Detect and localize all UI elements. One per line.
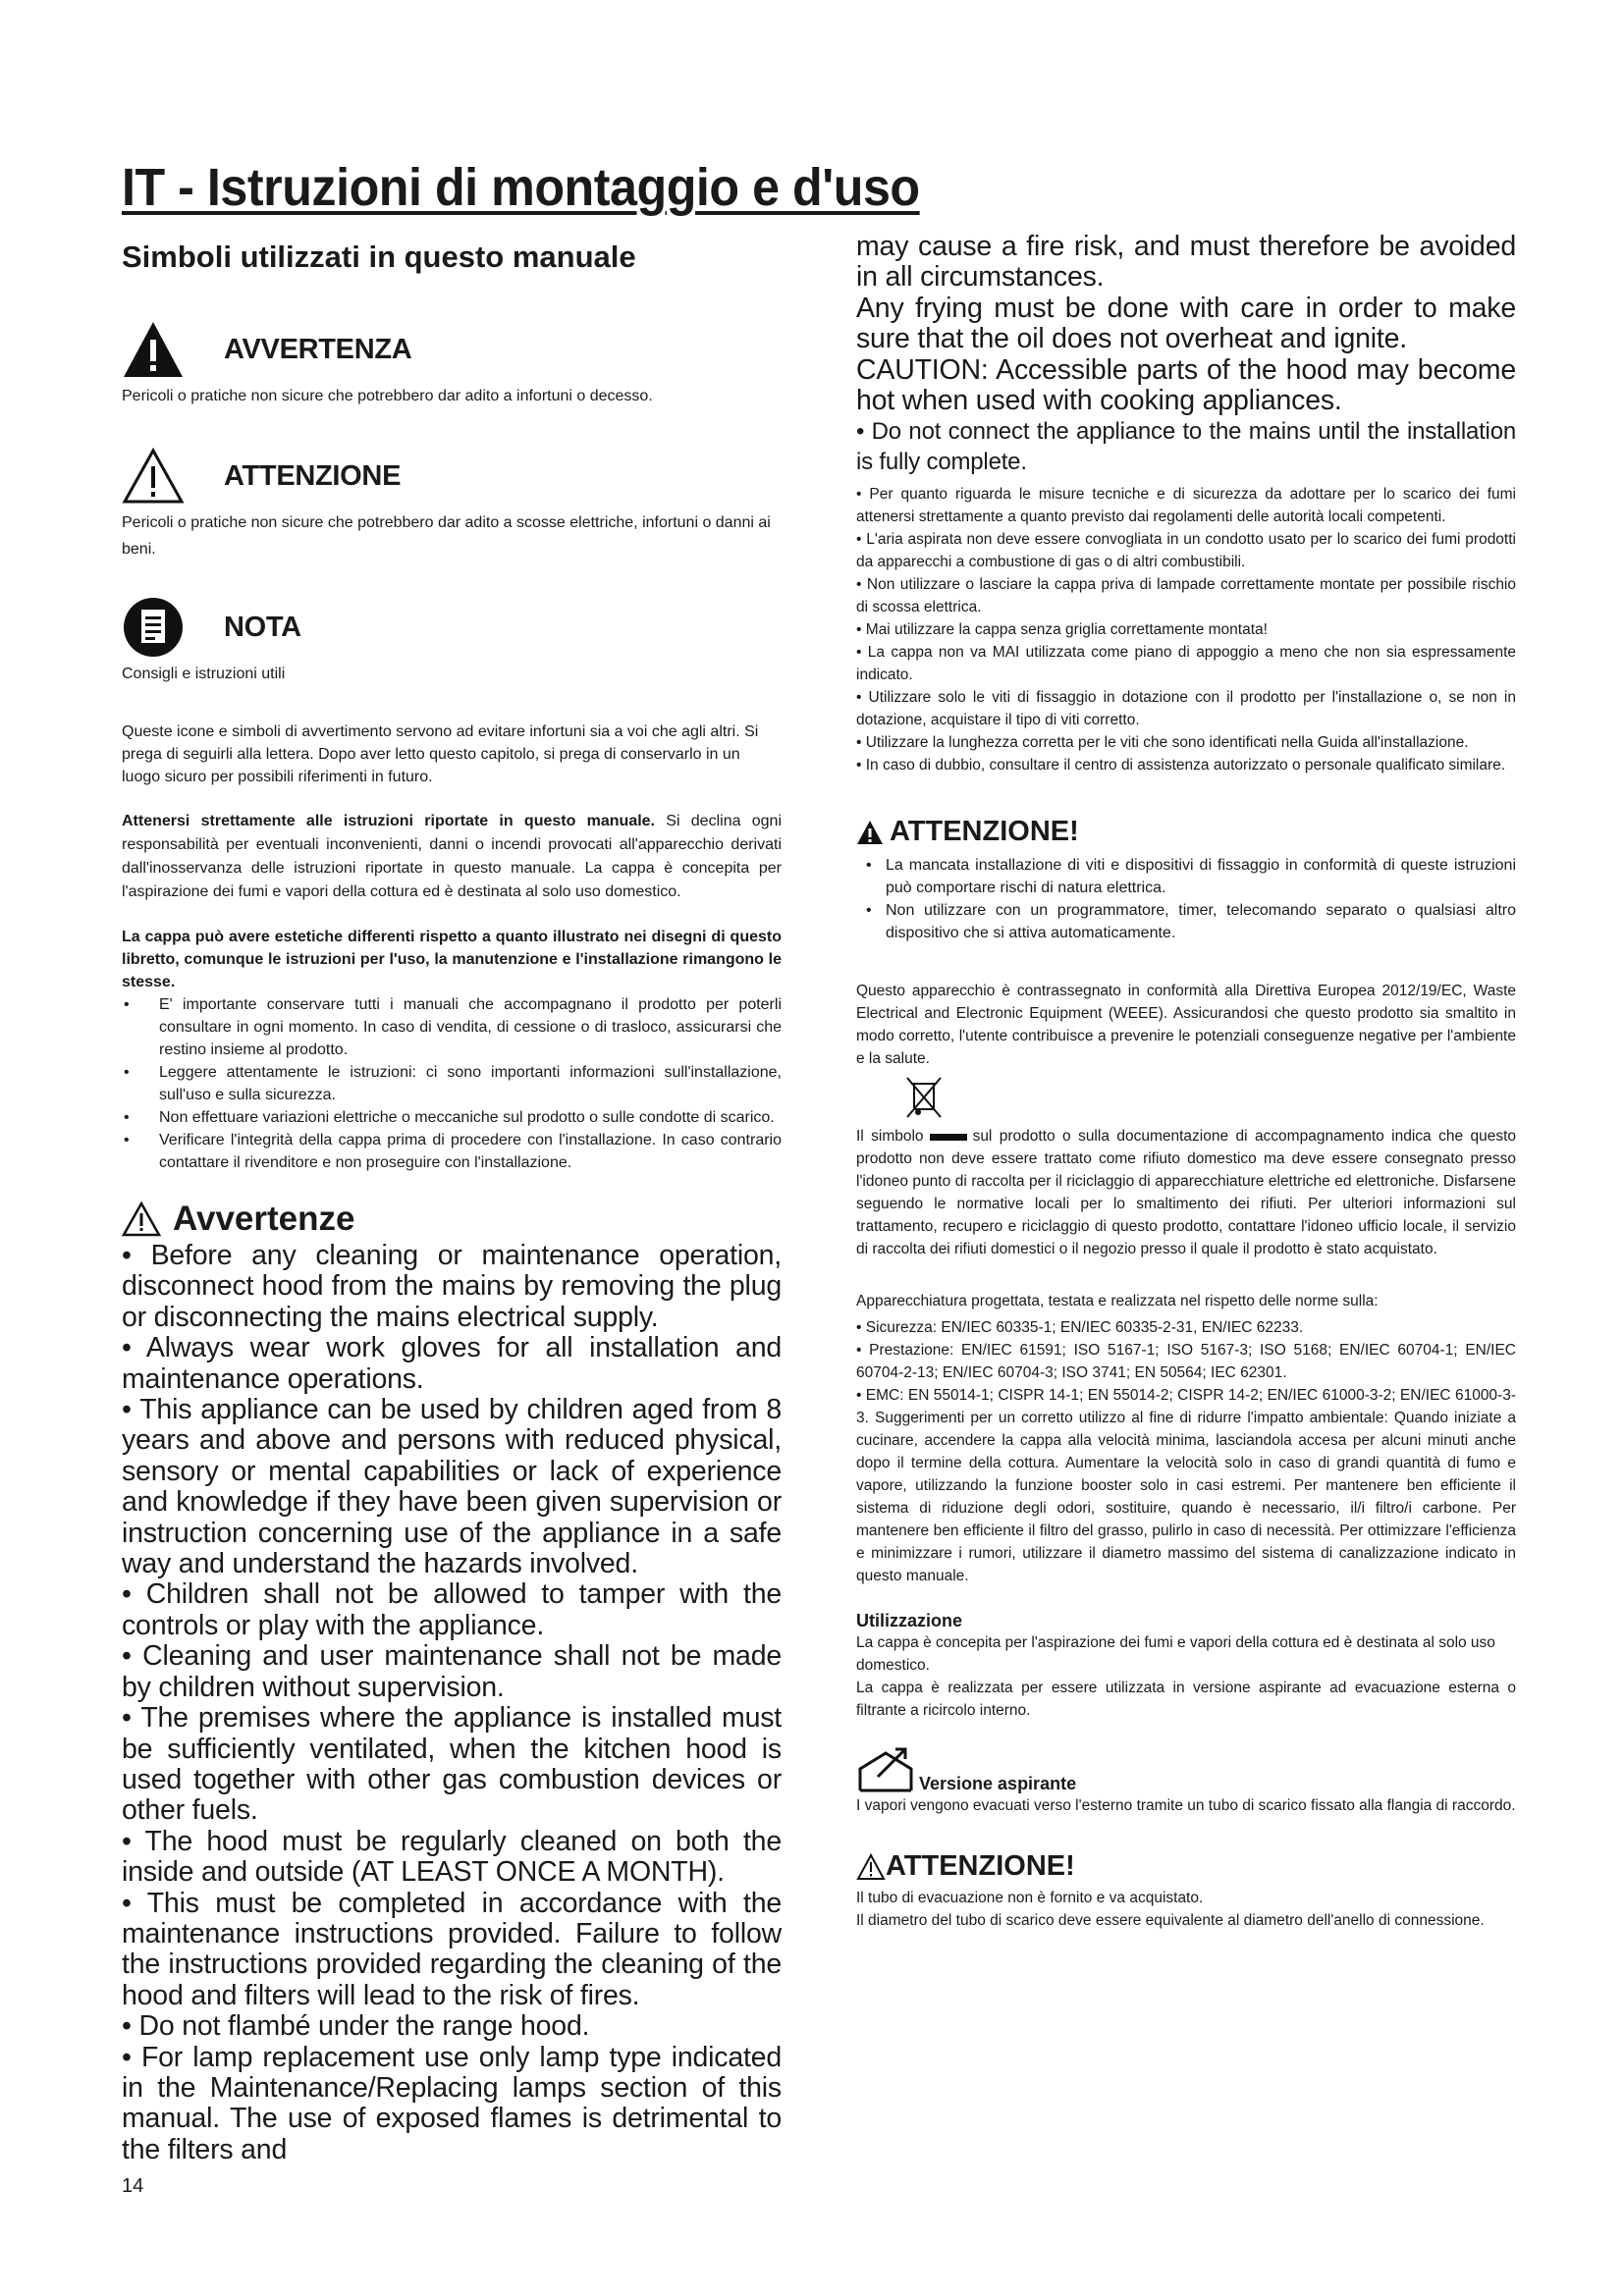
aesthetic-bold: La cappa può avere estetiche differenti rispetto a quanto illustrato nei disegni di questo libretto, comunque le istruzioni per l'uso, la manutenzione e l'installazione rimangono le stesse. bbox=[122, 929, 782, 990]
right-small-bullets bbox=[856, 483, 1516, 776]
list-item: • Mai utilizzare la cappa senza griglia correttamente montata! bbox=[856, 621, 1268, 639]
list-item: • La cappa non va MAI utilizzata come piano di appoggio a meno che non sia espressamente indicato. bbox=[856, 644, 1516, 684]
bar-symbol bbox=[930, 1134, 967, 1141]
norm-item: • Sicurezza: EN/IEC 60335-1; EN/IEC 60335-2-31, EN/IEC 62233. bbox=[856, 1319, 1304, 1337]
attenzione-heading-1 bbox=[856, 816, 1516, 848]
list-item: • E' importante conservare tutti i manuali che accompagnano il prodotto per poterli consultare in ogni momento. In caso di vendita, di cessione o di trasloco, assicurarsi che restino insieme al prodotto. bbox=[124, 996, 782, 1058]
attenzione-paragraph: Il diametro del tubo di scarico deve essere equivalente al diametro dell'anello di connessione. bbox=[856, 1912, 1485, 1930]
usage-paragraph: La cappa è concepita per l'aspirazione dei fumi e vapori della cottura ed è destinata al solo uso domestico. bbox=[856, 1634, 1495, 1675]
usage-paragraph: La cappa è realizzata per essere utilizzata in versione aspirante ad evacuazione esterna o filtrante a ricircolo interno. bbox=[856, 1680, 1516, 1720]
warning-item: • Always wear work gloves for all installation and maintenance operations. bbox=[122, 1332, 782, 1395]
symbol-label: NOTA bbox=[224, 611, 301, 643]
symbol-paragraph bbox=[856, 1125, 1516, 1260]
warnings-heading bbox=[122, 1200, 782, 1239]
list-item: • In caso di dubbio, consultare il centro di assistenza autorizzato o personale qualificato similare. bbox=[856, 757, 1506, 774]
warning-item: • The premises where the appliance is installed must be sufficiently ventilated, when the kitchen hood is used together with other gas combustion devices or other fuels. bbox=[122, 1702, 782, 1827]
strict-bold: Attenersi strettamente alle istruzioni riportate in questo manuale. bbox=[122, 813, 656, 829]
warning-item: • This must be completed in accordance with the maintenance instructions provided. Failure to follow the instructions provided regarding the cleaning of the hood and filters will lead to the risk of fires. bbox=[122, 1887, 782, 2011]
list-item: • Per quanto riguarda le misure tecniche e di sicurezza da adottare per lo scarico dei fumi attenersi strettamente a quanto previsto dai regolamenti delle autorità locali competenti. bbox=[856, 486, 1516, 526]
symbol-attenzione bbox=[122, 445, 782, 562]
version-paragraph: I vapori vengono evacuati verso l'esterno tramite un tubo di scarico fissato alla flangia di raccordo. bbox=[856, 1797, 1516, 1815]
attenzione-title: ATTENZIONE! bbox=[886, 1850, 1075, 1883]
note-icon bbox=[122, 596, 185, 659]
norms-intro: Apparecchiatura progettata, testata e realizzata nel rispetto delle norme sulla: bbox=[856, 1293, 1379, 1310]
strict-rest: Si declina ogni responsabilità per eventuali inconvenienti, danni o incendi provocati all'apparecchio derivati dall'inosservanza delle istruzioni riportate in questo manuale. La cappa è concepita per l'aspirazione dei fumi e vapori della cottura ed è destinata al solo uso domestico. bbox=[122, 813, 783, 900]
list-item: • Non effettuare variazioni elettriche o meccaniche sul prodotto o sulle condotte di scarico. bbox=[124, 1109, 775, 1126]
warning-item: • Cleaning and user maintenance shall not be made by children without supervision. bbox=[122, 1640, 782, 1703]
list-item: • L'aria aspirata non deve essere convogliata in un condotto usato per lo scarico dei fumi prodotti da apparecchi a combustione di gas o di altri combustibili. bbox=[856, 531, 1516, 571]
attenzione-list bbox=[856, 854, 1516, 944]
symbol-desc: Pericoli o pratiche non sicure che potrebbero dar adito a infortuni o decesso. bbox=[122, 388, 653, 404]
symbols-section-title: Simboli utilizzati in questo manuale bbox=[122, 240, 636, 274]
version-title: Versione aspirante bbox=[919, 1774, 1077, 1794]
attenzione-title: ATTENZIONE! bbox=[890, 816, 1079, 848]
mains-paragraph: • Do not connect the appliance to the mains until the installation is fully complete. bbox=[856, 418, 1516, 476]
symbol-label: AVVERTENZA bbox=[224, 333, 412, 365]
symbol-avvertenza bbox=[122, 318, 782, 409]
list-item: • La mancata installazione di viti e dispositivi di fissaggio in conformità di queste istruzioni può comportare rischi di natura elettrica. bbox=[866, 857, 1516, 897]
list-item: • Utilizzare la lunghezza corretta per le viti che sono identificati nella Guida all'installazione. bbox=[856, 734, 1469, 752]
warnings-list bbox=[122, 1241, 782, 2165]
warning-item: • For lamp replacement use only lamp type indicated in the Maintenance/Replacing lamps section of this manual. The use of exposed flames is detrimental to the filters and bbox=[122, 2041, 782, 2165]
warning-item: • The hood must be regularly cleaned on both the inside and outside (AT LEAST ONCE A MONTH). bbox=[122, 1825, 782, 1889]
wheelie-bin-crossed-icon bbox=[905, 1074, 943, 1119]
symbol-desc: Consigli e istruzioni utili bbox=[122, 666, 286, 682]
strict-paragraph bbox=[122, 810, 782, 904]
right-column bbox=[856, 232, 1516, 1932]
symbol-desc: Pericoli o pratiche non sicure che potrebbero dar adito a scosse elettriche, infortuni o danni ai beni. bbox=[122, 514, 771, 558]
list-item: • Non utilizzare con un programmatore, timer, telecomando separato o qualsiasi altro dispositivo che si attiva automaticamente. bbox=[866, 902, 1516, 942]
intro-paragraph: Queste icone e simboli di avvertimento servono ad evitare infortuni sia a voi che agli altri. Si prega di seguirli alla lettera. Dopo aver letto questo capitolo, si prega di conservarlo in un luogo sicuro per possibili riferimenti in futuro. bbox=[122, 723, 759, 785]
norm-item: • Prestazione: EN/IEC 61591; ISO 5167-1; ISO 5167-3; ISO 5168; EN/IEC 60704-1; EN/IEC 60704-2-13; EN/IEC 60704-3; ISO 3741; EN 50564; IEC 62301. bbox=[856, 1342, 1516, 1382]
usage-title: Utilizzazione bbox=[856, 1611, 963, 1631]
symbol-label: ATTENZIONE bbox=[224, 459, 402, 492]
page-title: IT - Istruzioni di montaggio e d'uso bbox=[122, 158, 920, 217]
warning-item: • This appliance can be used by children aged from 8 years and above and persons with reduced physical, sensory or mental capabilities or lack of experience and knowledge if they have been given supervision or instruction concerning use of the appliance in a safe way and understand the hazards involved. bbox=[122, 1394, 782, 1580]
version-heading bbox=[856, 1747, 1516, 1794]
list-item: • Non utilizzare o lasciare la cappa priva di lampade correttamente montate per possibile rischio di scossa elettrica. bbox=[856, 576, 1516, 616]
warnings-title: Avvertenze bbox=[173, 1200, 355, 1238]
big-paragraph: may cause a fire risk, and must therefore be avoided in all circumstances. bbox=[856, 231, 1516, 294]
aesthetic-paragraph bbox=[122, 926, 782, 993]
attenzione-heading-2 bbox=[856, 1850, 1516, 1883]
warning-filled-icon bbox=[122, 318, 185, 381]
big-paragraph: Any frying must be done with care in order to make sure that the oil does not overheat and ignite. bbox=[856, 292, 1516, 355]
symbol-pre: Il simbolo bbox=[856, 1128, 924, 1146]
warning-item: • Children shall not be allowed to tamper with the controls or play with the appliance. bbox=[122, 1578, 782, 1641]
warning-item: • Before any cleaning or maintenance operation, disconnect hood from the mains by removing the plug or disconnecting the mains electrical supply. bbox=[122, 1240, 782, 1333]
symbol-rest: sul prodotto o sulla documentazione di accompagnamento indica che questo prodotto non deve essere trattato come rifiuto domestico ma deve essere consegnato presso l'idoneo punto di raccolta per il riciclaggio di apparecchiature elettriche ed elettroniche. Disfarsene seguendo le normative locali per lo smaltimento dei rifiuti. Per ulteriori informazioni sul trattamento, recupero e riciclaggio di questo prodotto, contattare l'idoneo ufficio locale, il servizio di raccolta dei rifiuti domestici o il negozio presso il quale il prodotto è stato acquistato. bbox=[856, 1128, 1516, 1258]
left-column bbox=[122, 240, 782, 2165]
caution-outline-icon bbox=[122, 445, 185, 507]
symbol-nota bbox=[122, 596, 782, 687]
page-number: 14 bbox=[122, 2175, 144, 2197]
norm-item: • EMC: EN 55014-1; CISPR 14-1; EN 55014-2; CISPR 14-2; EN/IEC 61000-3-2; EN/IEC 61000-3-3. Suggerimenti per un corretto utilizzo al fine di ridurre l'impatto ambientale: Quando iniziate a cucinare, accendere la cappa alla velocità minima, lasciandola accesa per alcuni minuti anche dopo il termine della cottura. Aumentare la velocità solo in caso di grandi quantità di fumo e vapore, utilizzando la funzione booster solo in casi estremi. Per mantenere ben efficiente il sistema di riduzione degli odori, sostituire, quando è necessario, il/i filtro/i carbone. Per mantenere ben efficiente il filtro del grasso, pulirlo in caso di necessità. Per ottimizzare l'efficienza e minimizzare i rumori, utilizzare il diametro massimo del sistema di canalizzazione indicato in questo manuale. bbox=[856, 1387, 1516, 1585]
list-item: • Utilizzare solo le viti di fissaggio in dotazione con il prodotto per l'installazione o, se non in dotazione, acquistare il tipo di viti corretto. bbox=[856, 689, 1516, 729]
weee-paragraph: Questo apparecchio è contrassegnato in conformità alla Direttiva Europea 2012/19/EC, Waste Electrical and Electronic Equipment (WEEE). Assicurandosi che questo prodotto sia smaltito in modo corretto, l'utente contribuisce a prevenire le potenziali conseguenze negative per l'ambiente e la salute. bbox=[856, 983, 1516, 1068]
caution-outline-icon bbox=[122, 1201, 161, 1237]
warning-item: • Do not flambé under the range hood. bbox=[122, 2010, 590, 2043]
list-item: • Leggere attentamente le istruzioni: ci sono importanti informazioni sull'installazione, sull'uso e sulla sicurezza. bbox=[124, 1064, 782, 1103]
warning-filled-icon bbox=[856, 820, 884, 845]
caution-outline-icon bbox=[856, 1853, 886, 1881]
big-paragraph: CAUTION: Accessible parts of the hood may become hot when used with cooking appliances. bbox=[856, 353, 1516, 417]
attenzione-paragraph: Il tubo di evacuazione non è fornito e va acquistato. bbox=[856, 1890, 1204, 1907]
extraction-hood-icon bbox=[856, 1747, 915, 1794]
left-bullet-list bbox=[122, 993, 782, 1174]
list-item: • Verificare l'integrità della cappa prima di procedere con l'installazione. In caso contrario contattare il rivenditore e non proseguire con l'installazione. bbox=[124, 1132, 782, 1171]
